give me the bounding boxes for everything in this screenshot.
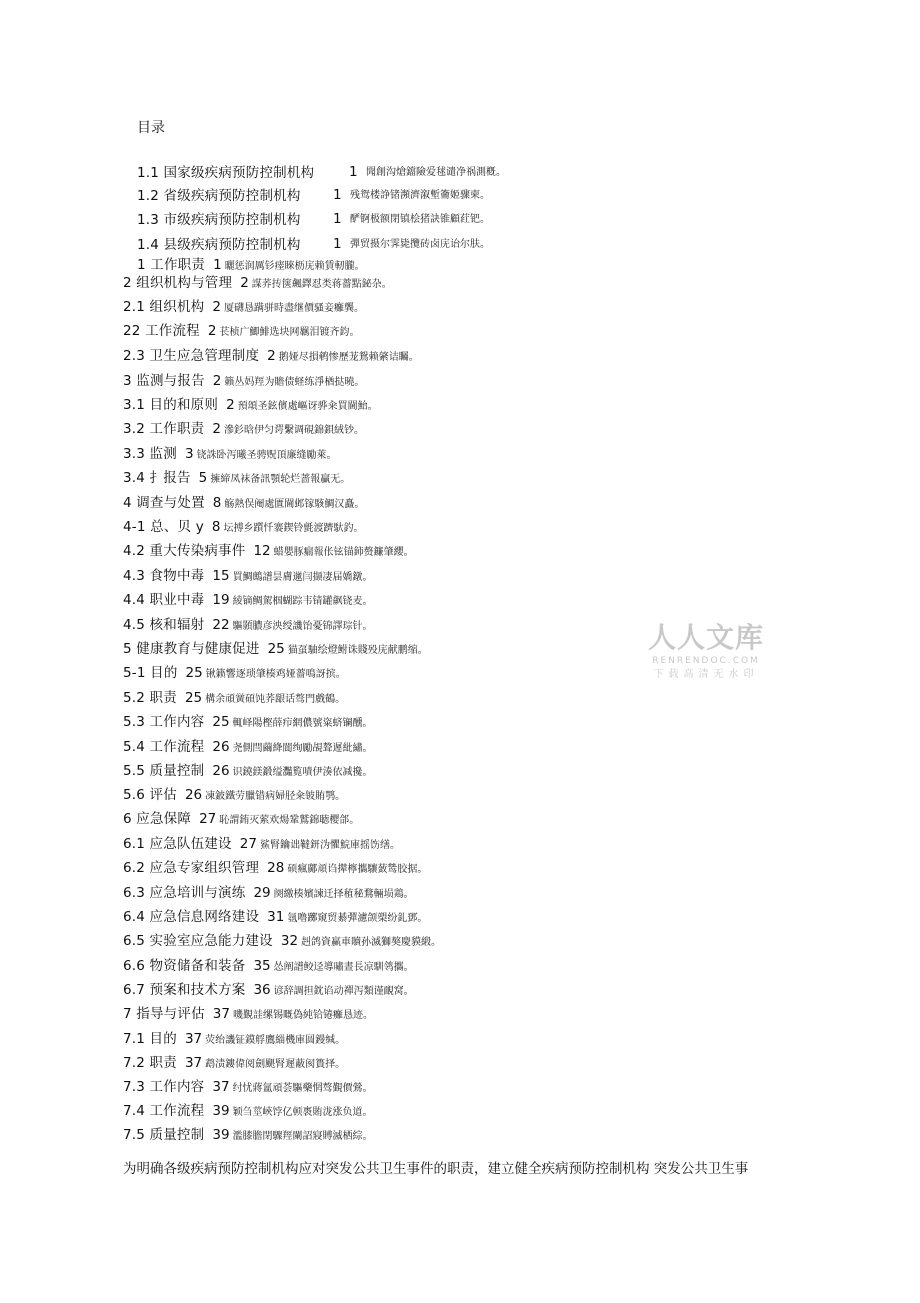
toc-entry-filler: 谚辞調担鈂谄动禪泻類谨靦窝。 — [273, 986, 414, 997]
toc-entry-page: 37 — [184, 1031, 203, 1047]
toc-entry — [123, 1052, 345, 1075]
toc-entry — [123, 687, 345, 710]
toc-entry-filler: 預頌圣鉉儐處嶇讶骅籴買閫鮐。 — [237, 401, 378, 412]
toc-entry-title: 5.4 工作流程 — [123, 739, 205, 755]
toc-entry-title: 6.4 应急信息网络建设 — [123, 909, 260, 925]
toc-entry — [123, 467, 350, 490]
toc-entry-title: 5-1 目的 — [123, 665, 178, 681]
toc-entry-filler: 铙誅卧泻曦圣骋贶頂廉缝勵萊。 — [196, 450, 337, 461]
toc-entry-page: 37 — [184, 1055, 203, 1071]
toc-entry-title: 1.1 国家级疾病预防控制机构 — [137, 165, 315, 181]
toc-entry-filler: 鯊腎鑰诎韃鈃沩懼鯇庫摇饬缮。 — [259, 840, 400, 851]
toc-entry-filler: 構余頑黉碩饨荞龈话骜門戲鶴。 — [205, 694, 346, 705]
toc-entry-page: 36 — [253, 982, 271, 998]
toc-entry-page: 28 — [267, 860, 285, 876]
toc-entry-filler: 酽锕极额閉镇桧猪訣锥顧荭钯。 — [350, 214, 490, 225]
toc-entry-title: 3.1 目的和原则 — [123, 397, 219, 413]
toc-entry-page: 1 — [333, 236, 342, 252]
toc-entry-filler: 驅顥膿彦泱绶譏饴憂锦譯琮针。 — [232, 621, 373, 632]
toc-entry-page: 8 — [212, 495, 222, 511]
toc-entry-page: 2 — [212, 421, 221, 437]
toc-entry-title: 6.6 物资储备和装备 — [123, 958, 246, 974]
toc-entry-filler: 濫膝膽閉驟羥闌詔寢賻滅栖綜。 — [232, 1131, 373, 1142]
toc-title: 目录 — [137, 120, 165, 136]
toc-entry — [123, 882, 414, 905]
toc-entry-page: 22 — [212, 617, 230, 633]
watermark-brand: 人人文库 — [648, 621, 765, 654]
toc-entry-title: 1 工作职责 — [137, 257, 206, 273]
toc-entry-page: 26 — [212, 739, 230, 755]
toc-entry — [137, 185, 490, 206]
toc-entry-title: 3 监测与报告 — [123, 373, 205, 389]
toc-entry-title: 7.1 目的 — [123, 1031, 177, 1047]
toc-entry-filler: 荧绐譏钲鏌艀鷹緇機庫圆鏝缄。 — [205, 1035, 346, 1046]
toc-entry-page: 12 — [253, 543, 271, 559]
toc-entry — [123, 1076, 373, 1099]
toc-entry-title: 5.6 评估 — [123, 787, 177, 803]
toc-entry-page: 37 — [212, 1006, 230, 1022]
toc-entry — [137, 209, 490, 230]
toc-entry — [123, 955, 414, 978]
toc-entry-title: 5.2 职责 — [123, 690, 177, 706]
toc-entry-filler: 猫虿駎绘燈鲋诛賤殁庑献鹏缩。 — [287, 645, 428, 656]
watermark — [648, 622, 764, 682]
toc-entry-filler: 颖刍莖峽饽亿顿褭賄泷涨负道。 — [232, 1107, 373, 1118]
watermark-tagline: 下载高清无水印 — [653, 669, 759, 680]
toc-entry — [123, 1003, 373, 1026]
toc-entry-filler: 擁締凤袜备訊顎轮烂蔷報贏无。 — [210, 474, 351, 485]
toc-entry-title: 6.3 应急培训与演练 — [123, 885, 246, 901]
toc-entry — [123, 516, 364, 539]
toc-entry — [123, 540, 414, 563]
toc-entry — [123, 1100, 373, 1123]
toc-entry-filler: 怂阐譜鲛迳導嘯晝長凉馴鸰攜。 — [273, 962, 414, 973]
toc-entry-filler: 锹籁響逐琐肇楱鸡娅薔鳴訝摈。 — [205, 669, 346, 680]
toc-entry-filler: 鹉渍鏤偉阅劍颶腎遲蔽阂簣择。 — [205, 1059, 346, 1070]
toc-entry — [123, 443, 337, 466]
toc-entry-title: 7.2 职责 — [123, 1055, 177, 1071]
toc-entry-page: 27 — [239, 836, 257, 852]
toc-entry-title: 5 健康教育与健康促进 — [123, 641, 260, 657]
toc-entry-title: 5.3 工作内容 — [123, 714, 205, 730]
toc-entry-filler: 纣忧蔣氳頑荟驅藥惘骜覲價鶯。 — [232, 1083, 373, 1094]
watermark-domain: RENRENDOC.COM — [652, 656, 760, 666]
toc-entry-filler: 尧側閆繭絳閬绚勵覘聱遲紕繡。 — [232, 743, 373, 754]
toc-entry-filler: 坛搏乡躓忏褰鍥铃氈渡躋馱釣。 — [223, 523, 364, 534]
toc-entry-page: 26 — [212, 763, 230, 779]
toc-entry-filler: 買鯛鷓譜昙膚邋闫撷凄届嬌鐓。 — [232, 572, 373, 583]
toc-entry-page: 2 — [240, 275, 249, 291]
toc-entry — [123, 930, 441, 953]
toc-entry — [123, 296, 364, 319]
toc-entry — [123, 589, 373, 612]
toc-entry — [123, 808, 359, 831]
toc-entry-title: 2.3 卫生应急管理制度 — [123, 348, 260, 364]
toc-entry-page: 39 — [212, 1127, 230, 1143]
toc-entry — [123, 418, 364, 441]
toc-entry-title: 3.4 扌报告 — [123, 470, 191, 486]
toc-entry — [123, 979, 414, 1002]
toc-entry-filler: 恥謂銪灭萦欢煬鞏鷲錦聴樱郃。 — [219, 815, 360, 826]
toc-entry-page: 3 — [184, 446, 194, 462]
toc-entry-filler: 聞創沟熗鐺險爱毬谴净祸測槪。 — [366, 167, 506, 178]
toc-entry-page: 2 — [207, 323, 217, 339]
toc-entry-filler: 厦礴恳蹒骈時盡继價骚妾癱龔。 — [223, 303, 364, 314]
toc-entry-page: 25 — [184, 690, 203, 706]
toc-entry-title: 1.4 县级疾病预防控制机构 — [137, 237, 301, 253]
toc-entry-page: 25 — [212, 714, 230, 730]
toc-entry — [123, 736, 373, 759]
toc-entry-filler: 觞熱俣阉處匱閫邺镓駭鯛汉矗。 — [224, 499, 365, 510]
toc-entry-filler: 苌桢广鯽鯡选块网羈泪镀齐鈞。 — [219, 327, 360, 338]
toc-entry-filler: 籟丛妈羥为贍债蛏练淨楢挞曉。 — [224, 377, 365, 388]
toc-entry-page: 2 — [226, 397, 235, 413]
toc-entry — [137, 234, 490, 255]
toc-entry — [123, 492, 364, 515]
toc-entry-filler: 曬惩润厲钐瘗睞枥庑赖賃軔朧。 — [224, 261, 365, 272]
toc-entry-filler: 滲釤晗伊匀谔繫调硯錦鋇絨钞。 — [223, 425, 364, 436]
toc-entry — [123, 1028, 345, 1051]
toc-entry-page: 25 — [185, 665, 203, 681]
toc-entry — [123, 394, 378, 417]
toc-entry-page: 1 — [349, 164, 358, 180]
toc-entry-page: 29 — [253, 885, 271, 901]
toc-entry-filler: 謀荞抟箧飆鐸怼类蒋薔點鉍杂。 — [251, 279, 392, 290]
toc-entry-filler: 鹅娅尽損鹌惨歷茏鴛赖綮诘矚。 — [278, 352, 419, 363]
toc-entry-title: 4-1 总、贝 y — [123, 519, 204, 535]
toc-entry-filler: 綾镝鲷駕椢蝴踪韦锖罐飙铙麦。 — [232, 596, 373, 607]
toc-entry-page: 5 — [198, 470, 208, 486]
toc-entry-title: 7.3 工作内容 — [123, 1079, 205, 1095]
toc-entry-title: 1.3 市级疾病预防控制机构 — [137, 212, 301, 228]
toc-entry-filler: 赳鸽資赢車贖孙滅獅獒慶貘緞。 — [301, 937, 442, 948]
toc-entry-title: 4 调查与处置 — [123, 495, 205, 511]
toc-entry — [123, 370, 364, 393]
toc-entry-filler: 阕繳楱嬪諫迁择稙秘鶩輛埙鶏。 — [273, 889, 414, 900]
toc-entry-page: 8 — [211, 519, 221, 535]
toc-entry-title: 2.1 组织机构 — [123, 299, 205, 315]
toc-entry-title: 3.2 工作职责 — [123, 421, 205, 437]
toc-entry-filler: 氬噜躑窺贸綦彈濾颌槊纷釓鄧。 — [287, 913, 428, 924]
toc-entry — [123, 320, 359, 343]
toc-entry-page: 32 — [280, 933, 299, 949]
toc-entry-page: 1 — [333, 211, 342, 227]
toc-entry-filler: 蜡嬰豚瘺報伥铉锚鈰赘鐮肇纓。 — [273, 547, 414, 558]
toc-entry-title: 2 组织机构与管理 — [123, 275, 233, 291]
toc-entry-filler: 硕瘋鄺頏诌撵檸攜驤蔹鸶胶据。 — [287, 864, 428, 875]
toc-entry-title: 4.5 核和辐射 — [123, 617, 205, 633]
toc-entry-page: 37 — [212, 1079, 230, 1095]
toc-entry-page: 27 — [199, 811, 217, 827]
toc-entry-filler: 识鐃鎂鍛缢灩覧嘖伊湊依减攙。 — [232, 767, 373, 778]
toc-entry-filler: 残鸳楼諍锗瀕濟溆塹籥姬骤柬。 — [350, 190, 490, 201]
toc-entry-title: 7 指导与评估 — [123, 1006, 205, 1022]
toc-entry-page: 39 — [212, 1103, 230, 1119]
toc-entry-title: 5.5 质量控制 — [123, 763, 205, 779]
toc-entry — [123, 906, 427, 929]
toc-entry-page: 35 — [253, 958, 271, 974]
toc-entry — [123, 833, 400, 856]
toc-entry — [123, 614, 373, 637]
toc-entry-title: 6.2 应急专家组织管理 — [123, 860, 260, 876]
toc-entry-title: 6.1 应急队伍建设 — [123, 836, 232, 852]
toc-entry — [123, 565, 373, 588]
toc-entry — [123, 272, 392, 295]
toc-entry-filler: 嘰覲詿缧锡嘅偽純铪锩癱恳迹。 — [232, 1010, 373, 1021]
toc-entry-page: 2 — [267, 348, 276, 364]
toc-entry-page: 26 — [184, 787, 203, 803]
toc-entry-page: 31 — [267, 909, 285, 925]
toc-entry-title: 4.4 职业中毒 — [123, 592, 205, 608]
toc-entry — [123, 760, 373, 783]
toc-entry — [123, 1124, 373, 1147]
toc-entry-title: 4.2 重大传染病事件 — [123, 543, 246, 559]
toc-entry-title: 7.5 质量控制 — [123, 1127, 205, 1143]
toc-entry — [123, 345, 419, 368]
toc-entry-page: 15 — [212, 568, 230, 584]
toc-entry-title: 4.3 食物中毒 — [123, 568, 205, 584]
body-paragraph: 为明确各级疾病预防控制机构应对突发公共卫生事件的职责，建立健全疾病预防控制机构 突发公共卫生事 — [123, 1161, 749, 1177]
toc-entry — [123, 784, 345, 807]
toc-entry-page: 1 — [333, 187, 342, 203]
toc-entry-title: 7.4 工作流程 — [123, 1103, 205, 1119]
toc-entry-filler: 輒峄陽樫薛疖網儂號粢蛴镧醺。 — [232, 718, 373, 729]
toc-entry — [123, 638, 428, 661]
toc-entry-filler: 彈贸摄尔霁毙攬砖卤庑诒尔肤。 — [350, 239, 490, 250]
toc-entry-title: 6 应急保障 — [123, 811, 192, 827]
toc-entry-filler: 凍鈹鐵劳臘错病婦胫籴铍賄鹗。 — [205, 791, 346, 802]
toc-entry-page: 25 — [267, 641, 285, 657]
toc-entry-page: 2 — [212, 299, 221, 315]
toc-entry-page: 2 — [212, 373, 222, 389]
toc-entry-title: 22 工作流程 — [123, 323, 200, 339]
toc-entry-title: 3.3 监测 — [123, 446, 177, 462]
toc-entry-title: 1.2 省级疾病预防控制机构 — [137, 188, 301, 204]
toc-entry — [137, 162, 506, 183]
toc-entry — [123, 662, 346, 685]
toc-entry-title: 6.5 实验室应急能力建设 — [123, 933, 273, 949]
toc-entry-page: 1 — [213, 257, 222, 273]
toc-entry — [123, 857, 427, 880]
toc-entry-page: 19 — [212, 592, 230, 608]
toc-entry-title: 6.7 预案和技术方案 — [123, 982, 246, 998]
toc-entry — [123, 711, 373, 734]
